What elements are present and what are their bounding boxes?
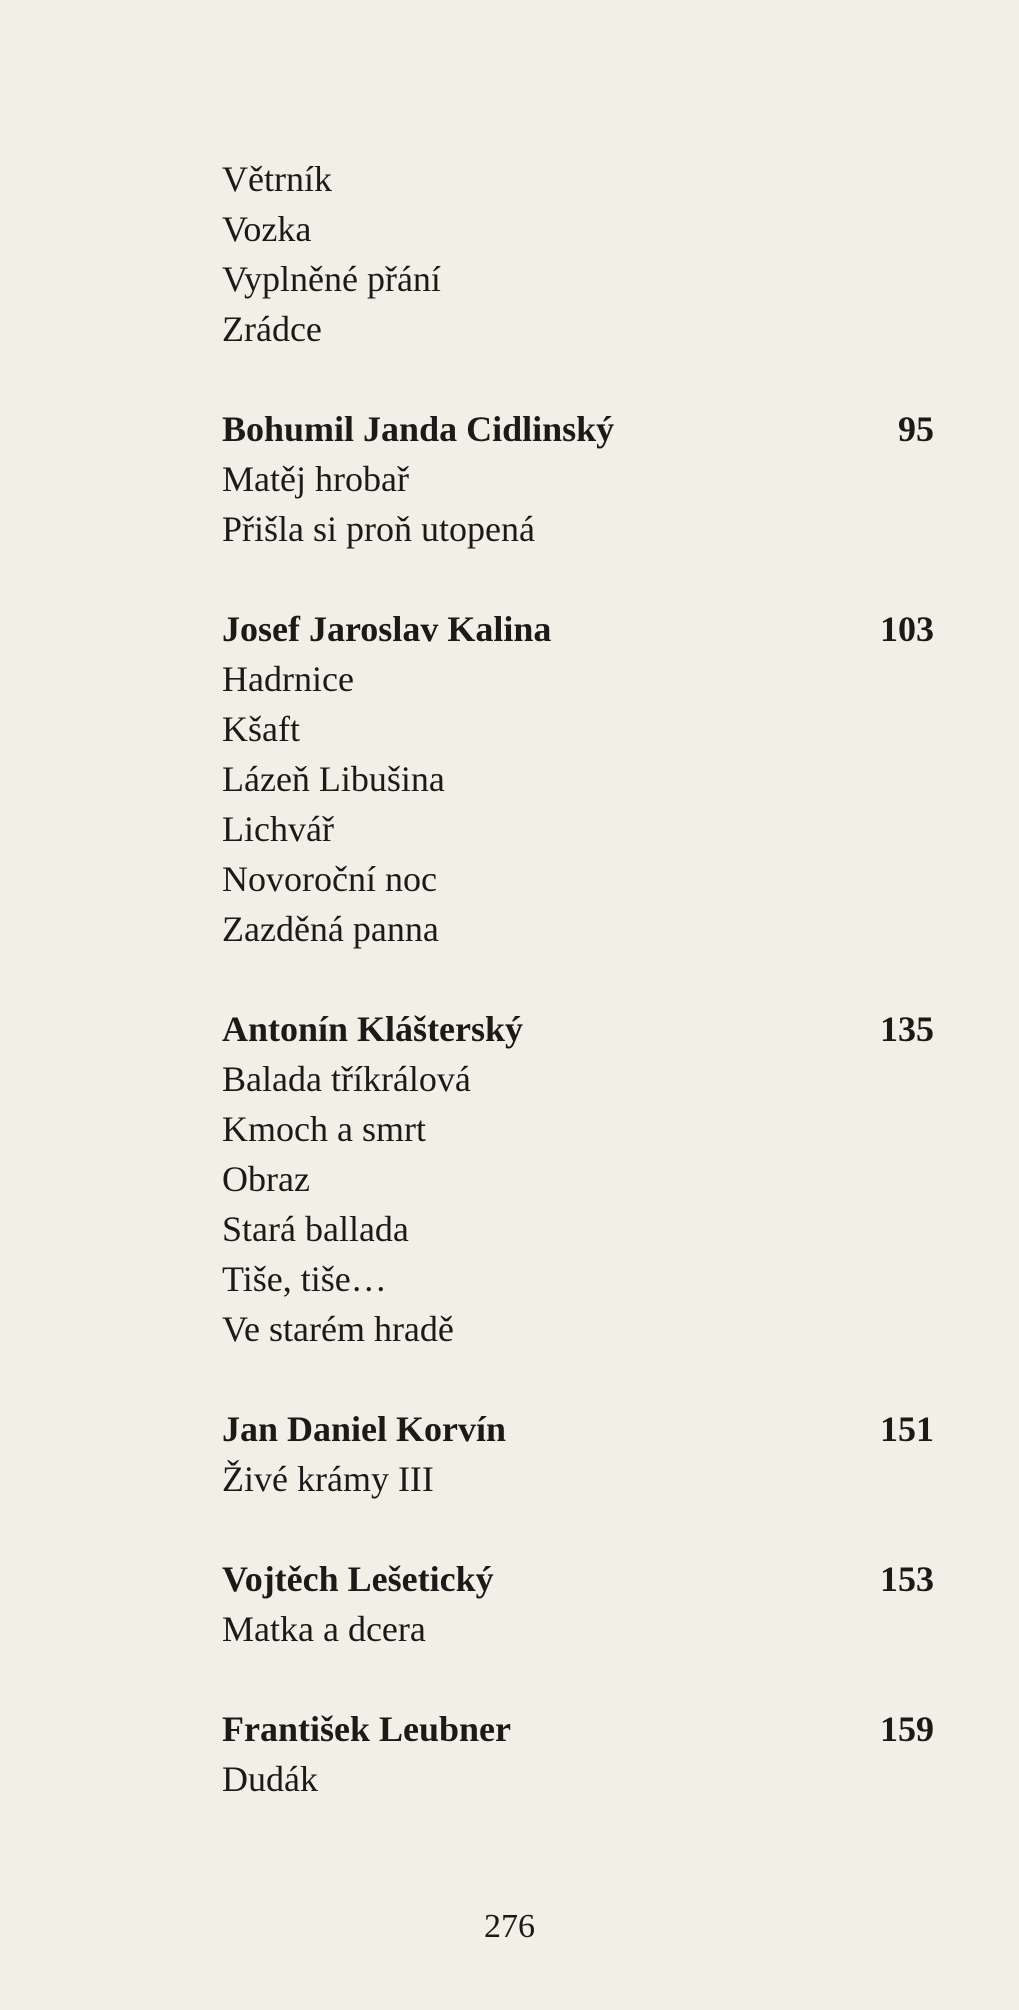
author-heading xyxy=(222,1404,934,1454)
author-name: František Leubner xyxy=(222,1709,512,1749)
author-heading xyxy=(222,1554,934,1604)
author-heading xyxy=(222,604,934,654)
title-item: Přišla si proň utopená xyxy=(222,509,535,549)
title-item: Zazděná panna xyxy=(222,909,439,949)
author-page-number: 135 xyxy=(880,1009,934,1049)
author-heading xyxy=(222,404,934,454)
title-item: Novoroční noc xyxy=(222,859,437,899)
author-heading xyxy=(222,1004,934,1054)
author-page-number: 153 xyxy=(880,1559,934,1599)
author-entry xyxy=(222,604,934,954)
author-page-number: 159 xyxy=(880,1709,934,1749)
title-item: Kmoch a smrt xyxy=(222,1109,426,1149)
title-item: Matěj hrobař xyxy=(222,459,409,499)
author-entry xyxy=(222,1404,934,1504)
author-name: Vojtěch Lešetický xyxy=(222,1559,494,1599)
title-item: Obraz xyxy=(222,1159,310,1199)
title-item: Tiše, tiše… xyxy=(222,1259,387,1299)
title-item: Vyplněné přání xyxy=(222,259,441,299)
title-item: Živé krámy III xyxy=(222,1459,434,1499)
author-page-number: 151 xyxy=(880,1409,934,1449)
title-item: Stará ballada xyxy=(222,1209,409,1249)
title-item: Lázeň Libušina xyxy=(222,759,445,799)
title-item: Kšaft xyxy=(222,709,300,749)
author-name: Josef Jaroslav Kalina xyxy=(222,609,552,649)
title-item: Dudák xyxy=(222,1759,318,1799)
page-number: 276 xyxy=(484,1908,535,1945)
title-item: Matka a dcera xyxy=(222,1609,426,1649)
author-entry xyxy=(222,404,934,554)
leading-titles xyxy=(222,154,934,354)
title-item: Zrádce xyxy=(222,309,322,349)
author-name: Jan Daniel Korvín xyxy=(222,1409,507,1449)
title-item: Vozka xyxy=(222,209,312,249)
author-name: Bohumil Janda Cidlinský xyxy=(222,409,615,449)
author-heading xyxy=(222,1704,934,1754)
title-item: Hadrnice xyxy=(222,659,354,699)
table-of-contents xyxy=(222,154,934,1804)
author-entry xyxy=(222,1554,934,1654)
title-item: Větrník xyxy=(222,159,332,199)
author-name: Antonín Klášterský xyxy=(222,1009,524,1049)
title-item: Lichvář xyxy=(222,809,334,849)
author-page-number: 95 xyxy=(898,409,934,449)
author-entry xyxy=(222,1004,934,1354)
title-item: Balada tříkrálová xyxy=(222,1059,471,1099)
title-item: Ve starém hradě xyxy=(222,1309,454,1349)
author-page-number: 103 xyxy=(880,609,934,649)
author-entry xyxy=(222,1704,934,1804)
